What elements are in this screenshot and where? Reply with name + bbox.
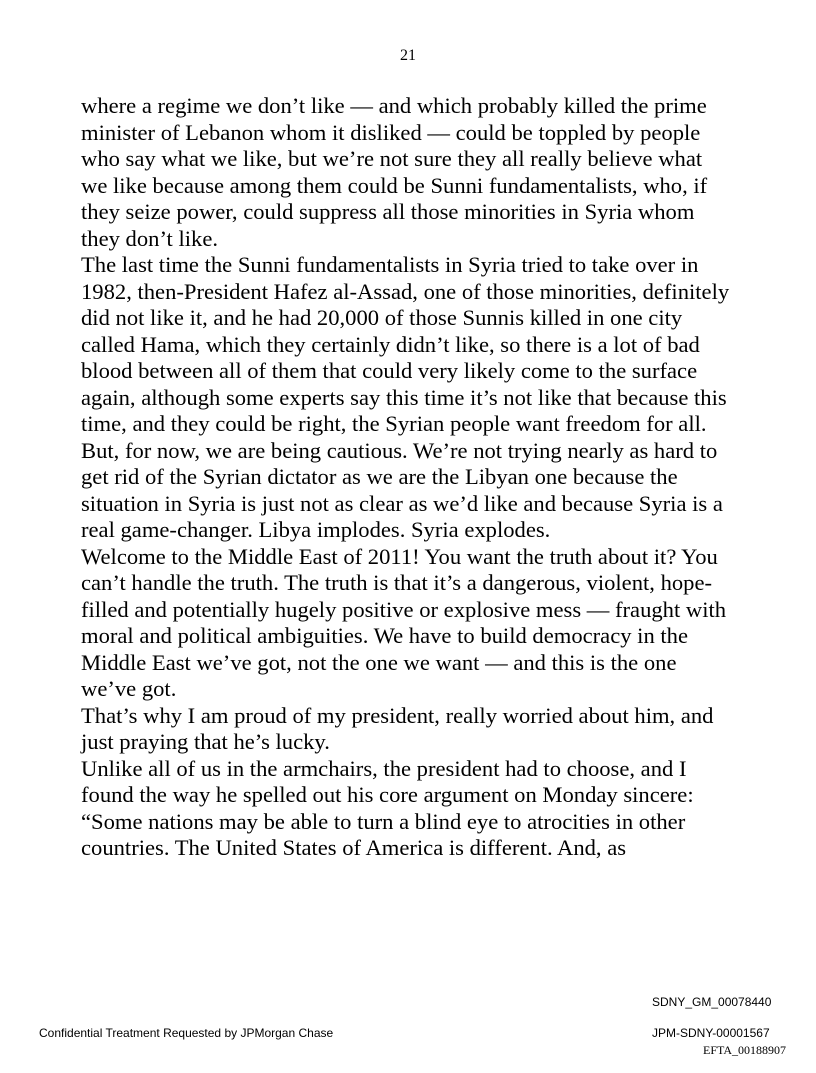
paragraph: The last time the Sunni fundamentalists in Syria tried to take over in 1982, then-President Hafez al-Assad, one of those minorities, definitely did not like it, and he had 20,000 of those Sunnis killed in one city called Hama, which they certainly didn’t like, so there is a lot of bad blood between all of them that could very likely come to the surface again, although some experts say this time it’s not like that because this time, and they could be right, the Syrian people want freedom for all. But, for now, we are being cautious. We’re not trying nearly as hard to get rid of the Syrian dictator as we are the Libyan one because the situation in Syria is just not as clear as we’d like and because Syria is a real game-changer. Libya implodes. Syria explodes. (81, 252, 730, 542)
paragraph: That’s why I am proud of my president, really worried about him, and just praying that he’s lucky. (81, 702, 714, 754)
efta-number: EFTA_00188907 (703, 1043, 787, 1057)
bates-number-gm: SDNY_GM_00078440 (652, 995, 772, 1009)
bates-number-jpm: JPM-SDNY-00001567 (652, 1026, 770, 1040)
paragraph: Unlike all of us in the armchairs, the president had to choose, and I found the way he spelled out his core argument on Monday sincere: “Some nations may be able to turn a blind eye to atrocities in other countries. The United States of America is different. And, as (81, 755, 694, 860)
confidential-notice: Confidential Treatment Requested by JPMorgan Chase (39, 1026, 334, 1040)
page-number: 21 (400, 47, 416, 64)
paragraph: Welcome to the Middle East of 2011! You want the truth about it? You can’t handle the truth. The truth is that it’s a dangerous, violent, hope-filled and potentially hugely positive or explosive mess — fraught with moral and political ambiguities. We have to build democracy in the Middle East we’ve got, not the one we want — and this is the one we’ve got. (81, 543, 727, 701)
paragraph: where a regime we don’t like — and which probably killed the prime minister of Lebanon whom it disliked — could be toppled by people who say what we like, but we’re not sure they all really believe what we like because among them could be Sunni fundamentalists, who, if they seize power, could suppress all those minorities in Syria whom they don’t like. (81, 93, 708, 251)
document-body (81, 93, 731, 862)
